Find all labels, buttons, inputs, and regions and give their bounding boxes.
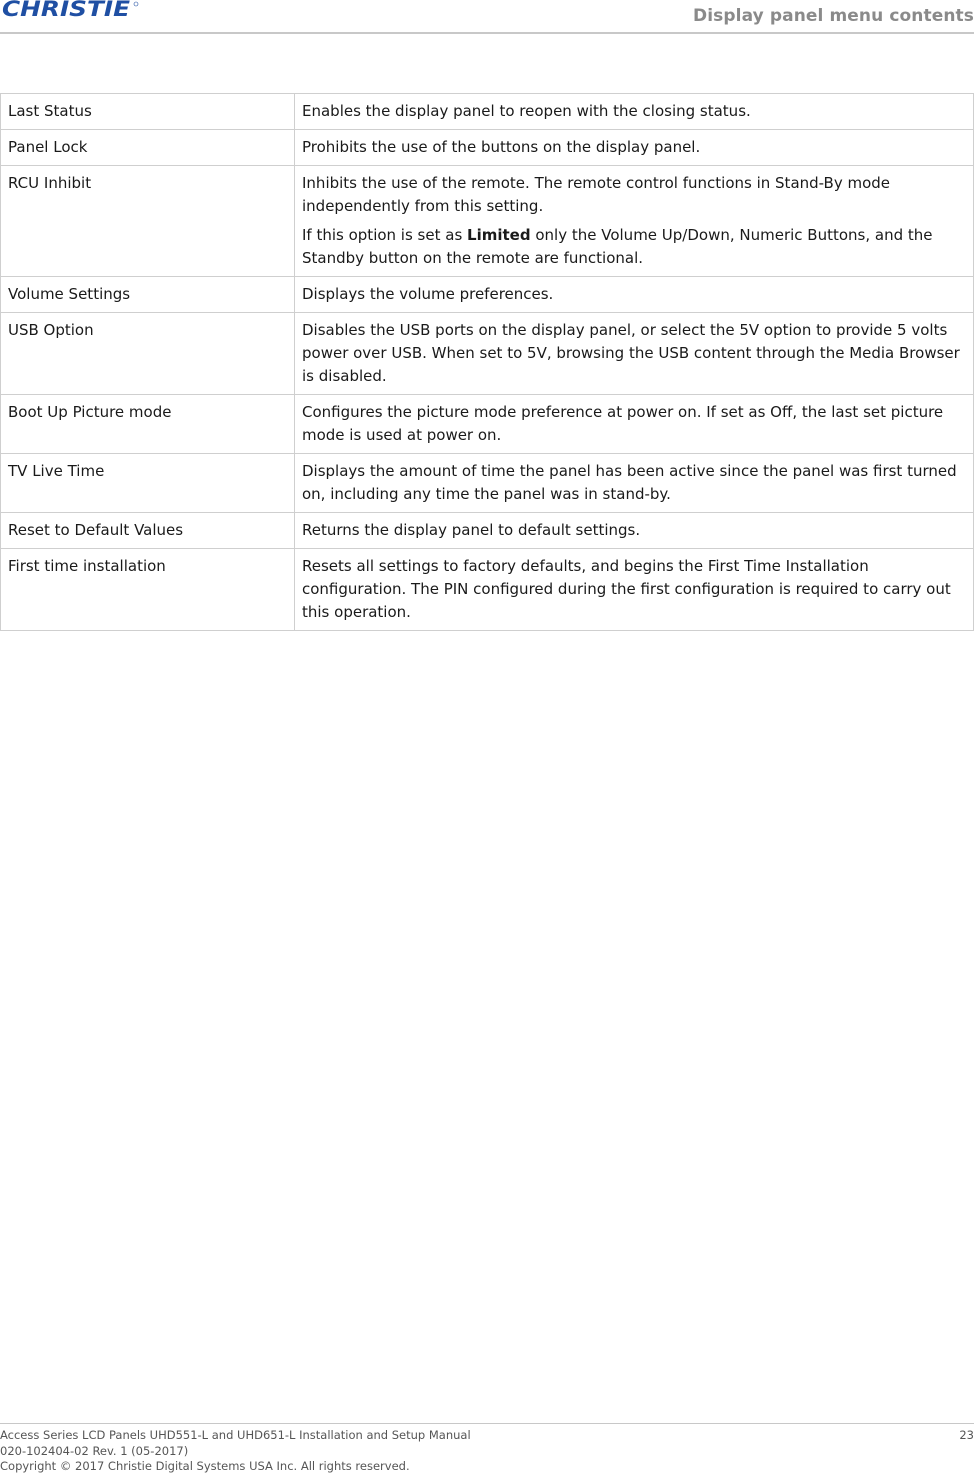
christie-logo: [2, 0, 142, 22]
table-row: [1, 277, 974, 313]
description-paragraph: [302, 100, 969, 123]
description-paragraph: [302, 283, 969, 306]
description-paragraph: [302, 555, 969, 624]
option-name: USB Option: [1, 313, 295, 395]
section-title: Display panel menu contents: [693, 6, 974, 26]
description-emphasis: Limited: [467, 226, 531, 244]
description-paragraph: [302, 136, 969, 159]
option-description: [295, 513, 974, 549]
description-text: Prohibits the use of the buttons on the display panel.: [302, 138, 701, 156]
option-description: [295, 549, 974, 631]
table-row: [1, 94, 974, 130]
description-text: Resets all settings to factory defaults, and begins the First Time Installation configuration. The PIN configured during the first configuration is required to carry out this operation.: [302, 557, 951, 621]
description-paragraph: [302, 401, 969, 447]
description-text: Inhibits the use of the remote. The remote control functions in Stand-By mode independently from this setting.: [302, 174, 891, 215]
table-row: [1, 395, 974, 454]
option-name: TV Live Time: [1, 454, 295, 513]
description-text: Displays the volume preferences.: [302, 285, 554, 303]
description-text: Disables the USB ports on the display panel, or select the 5V option to provide 5 volts power over USB. When set to 5V, browsing the USB content through the Media Browser is disabled.: [302, 321, 960, 385]
option-name: First time installation: [1, 549, 295, 631]
description-text: If this option is set as: [302, 226, 468, 244]
description-paragraph: [302, 519, 969, 542]
page-header: [0, 0, 974, 34]
table-row: [1, 513, 974, 549]
description-text: Displays the amount of time the panel has been active since the panel was first turned on, including any time the panel was in stand-by.: [302, 462, 957, 503]
option-description: [295, 166, 974, 277]
option-name: Panel Lock: [1, 130, 295, 166]
option-description: [295, 313, 974, 395]
option-description: [295, 94, 974, 130]
description-paragraph: [302, 319, 969, 388]
option-description: [295, 277, 974, 313]
option-description: [295, 130, 974, 166]
option-name: Volume Settings: [1, 277, 295, 313]
copyright-notice: Copyright © 2017 Christie Digital Systems USA Inc. All rights reserved.: [0, 1459, 410, 1473]
option-name: Reset to Default Values: [1, 513, 295, 549]
description-text: Returns the display panel to default settings.: [302, 521, 641, 539]
table-row: [1, 454, 974, 513]
description-text: Configures the picture mode preference at power on. If set as Off, the last set picture mode is used at power on.: [302, 403, 944, 444]
table-row: [1, 130, 974, 166]
description-paragraph: [302, 172, 969, 218]
description-text: Enables the display panel to reopen with the closing status.: [302, 102, 751, 120]
description-paragraph: [302, 460, 969, 506]
svg-text:CHRISTIE: CHRISTIE: [2, 0, 131, 21]
option-name: RCU Inhibit: [1, 166, 295, 277]
page-footer: [0, 1423, 974, 1475]
option-name: Boot Up Picture mode: [1, 395, 295, 454]
document-number: 020-102404-02 Rev. 1 (05-2017): [0, 1443, 189, 1458]
description-paragraph: [302, 224, 969, 270]
manual-title: Access Series LCD Panels UHD551-L and UHD651-L Installation and Setup Manual: [0, 1428, 471, 1442]
table-row: [1, 313, 974, 395]
description-text: only the Volume Up/Down, Numeric Buttons, and the Standby button on the remote are functional.: [302, 226, 933, 267]
option-name: Last Status: [1, 94, 295, 130]
page-number: 23: [959, 1428, 974, 1442]
table-row: [1, 166, 974, 277]
table-row: [1, 549, 974, 631]
option-description: [295, 395, 974, 454]
menu-options-table: [0, 93, 974, 631]
option-description: [295, 454, 974, 513]
